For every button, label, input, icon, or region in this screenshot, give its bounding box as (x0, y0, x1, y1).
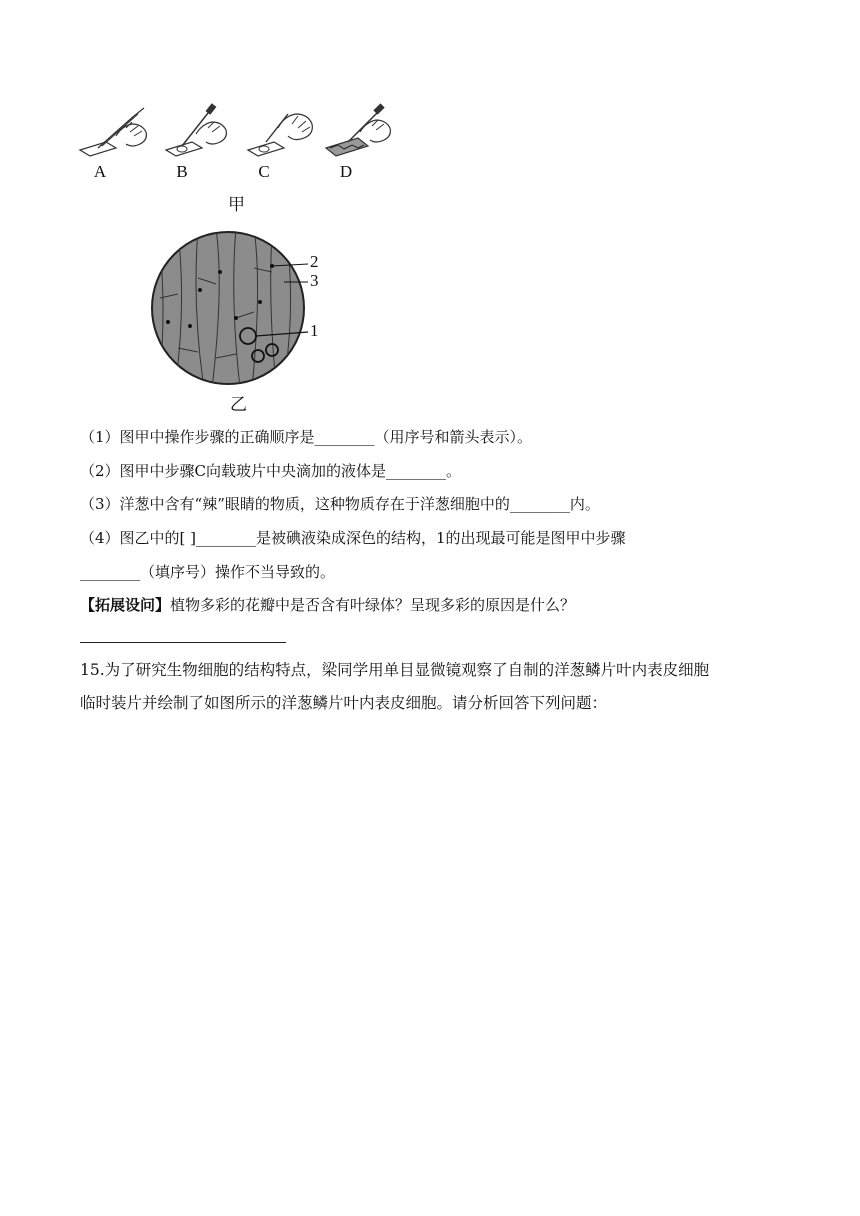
step-b-label: B (176, 162, 188, 181)
step-b-illustration (162, 98, 238, 158)
figure-jia-caption: 甲 (228, 195, 245, 215)
callout-label-2: 2 (310, 252, 319, 271)
figure-jia-steps (76, 98, 406, 190)
question-2: （2）图甲中步骤C向载玻片中央滴加的液体是________。 (80, 462, 462, 480)
question-15-line-1: 15.为了研究生物细胞的结构特点，梁同学用单目显微镜观察了自制的洋葱鳞片叶内表皮细胞 (80, 661, 710, 679)
question-15 (80, 654, 780, 720)
step-a-illustration (76, 98, 152, 158)
figure-yi-microscope-view (150, 228, 330, 388)
step-c-label: C (258, 162, 270, 181)
callout-label-1: 1 (310, 321, 319, 340)
step-d-illustration (324, 98, 400, 158)
question-3: （3）洋葱中含有“辣”眼睛的物质，这种物质存在于洋葱细胞中的________内。 (80, 495, 600, 513)
step-c-illustration (244, 98, 320, 158)
callout-label-3: 3 (310, 271, 319, 290)
figure-yi-caption: 乙 (230, 395, 247, 415)
step-a-label: A (93, 162, 107, 181)
extension-text: 植物多彩的花瓣中是否含有叶绿体？呈现多彩的原因是什么？ (170, 596, 576, 614)
extension-question (80, 594, 575, 615)
question-4-line-2: ________（填序号）操作不当导致的。 (80, 563, 336, 581)
step-d-label: D (339, 162, 353, 181)
extension-tag: 【拓展设问】 (80, 596, 171, 614)
question-15-line-2: 临时装片并绘制了如图所示的洋葱鳞片叶内表皮细胞。请分析回答下列问题： (80, 694, 608, 712)
question-1: （1）图甲中操作步骤的正确顺序是________（用序号和箭头表示）。 (80, 428, 533, 446)
answer-blank-line (80, 642, 286, 643)
question-4-line-1: （4）图乙中的[ ]________是被碘液染成深色的结构，1的出现最可能是图甲中步骤 (80, 529, 626, 547)
